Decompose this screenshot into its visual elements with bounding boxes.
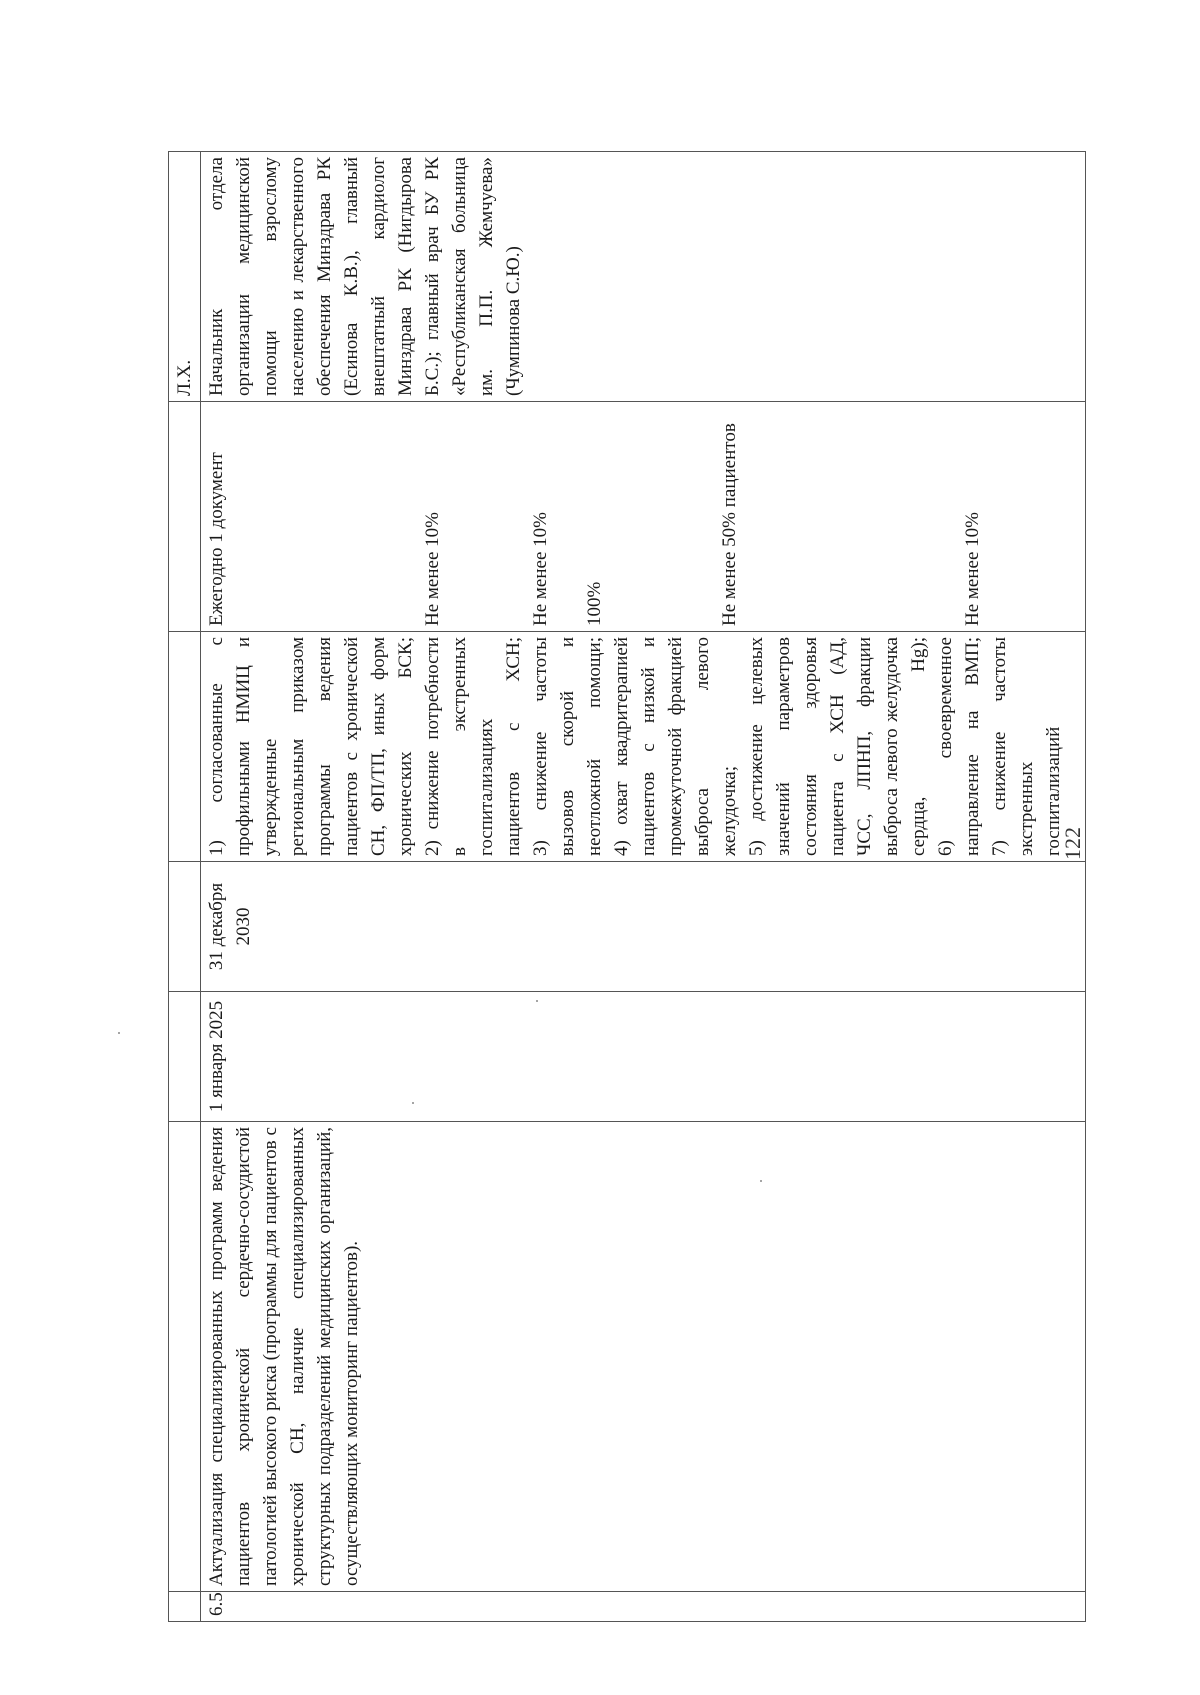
cell-prev-responsible: Л.Х.: [169, 152, 201, 402]
cell-empty: [169, 402, 201, 632]
result-item: 4) охват квадритерапией пациентов с низкой и промежуточной фракцией выброса левого желудочка;: [611, 637, 740, 856]
result-item: 2) снижение потребности в экстренных госпитализациях пациентов с ХСН;: [422, 637, 524, 856]
indicator-item: 100%: [584, 581, 605, 626]
result-item: 7) снижение частоты экстренных госпитализаций: [989, 637, 1064, 856]
results-cell: [201, 632, 1086, 862]
indicator-item: Не менее 10%: [962, 512, 983, 626]
result-item: 1) согласованные с профильными НМИЦ и утвержденные региональным приказом программы ведения пациентов с хронической СН, ФП/ТП, иных форм хронических БСК;: [206, 637, 416, 856]
scan-speck: [536, 1000, 538, 1002]
result-item: 5) достижение целевых значений параметров состояния здоровья пациента с ХСН (АД, ЧСС, ЛПНП, фракции выброса левого желудочка сердца, Hg);: [746, 637, 929, 856]
indicator-item: Ежегодно 1 документ: [206, 452, 227, 626]
cell-empty: [169, 1592, 201, 1622]
end-date-cell: 31 декабря 2030: [201, 862, 1086, 992]
scan-speck: [760, 1180, 762, 1182]
indicators-cell: [201, 402, 1086, 632]
rotated-table-container: [168, 152, 1088, 1622]
page-number: 122: [1060, 827, 1085, 860]
scan-speck: [412, 1102, 414, 1104]
indicator-item: Не менее 10%: [422, 512, 443, 626]
result-item: 6) своевременное направление на ВМП;: [935, 637, 983, 856]
cell-empty: [169, 632, 201, 862]
cell-empty: [169, 862, 201, 992]
indicator-item: Не менее 10%: [530, 512, 551, 626]
result-item: 3) снижение частоты вызовов скорой и неотложной помощи;: [530, 637, 605, 856]
row-number: 6.5: [201, 1592, 1086, 1622]
previous-row-tail: [169, 152, 201, 1622]
scan-speck: [118, 1032, 120, 1034]
responsible-cell: Начальник отдела организации медицинской помощи взрослому населению и лекарственного обеспечения Минздрава РК (Есинова К.В.), главный внештатный кардиолог Минздрава РК (Нигдырова Б.С.); главный врач БУ РК «Республиканская больница им. П.П. Жемчуева» (Чумпинова С.Ю.): [201, 152, 1086, 402]
start-date-cell: 1 января 2025: [201, 992, 1086, 1122]
plan-table: [168, 151, 1086, 1622]
table-row: [201, 152, 1086, 1622]
indicator-item: Не менее 50% пациентов: [719, 423, 740, 626]
cell-empty: [169, 992, 201, 1122]
activity-cell: Актуализация специализированных программ ведения пациентов хронической сердечно-сосудистой патологией высокого риска (программы для пациентов с хронической СН, наличие специализированных структурных подразделений медицинских организаций, осуществляющих мониторинг пациентов).: [201, 1122, 1086, 1592]
cell-empty: [169, 1122, 201, 1592]
